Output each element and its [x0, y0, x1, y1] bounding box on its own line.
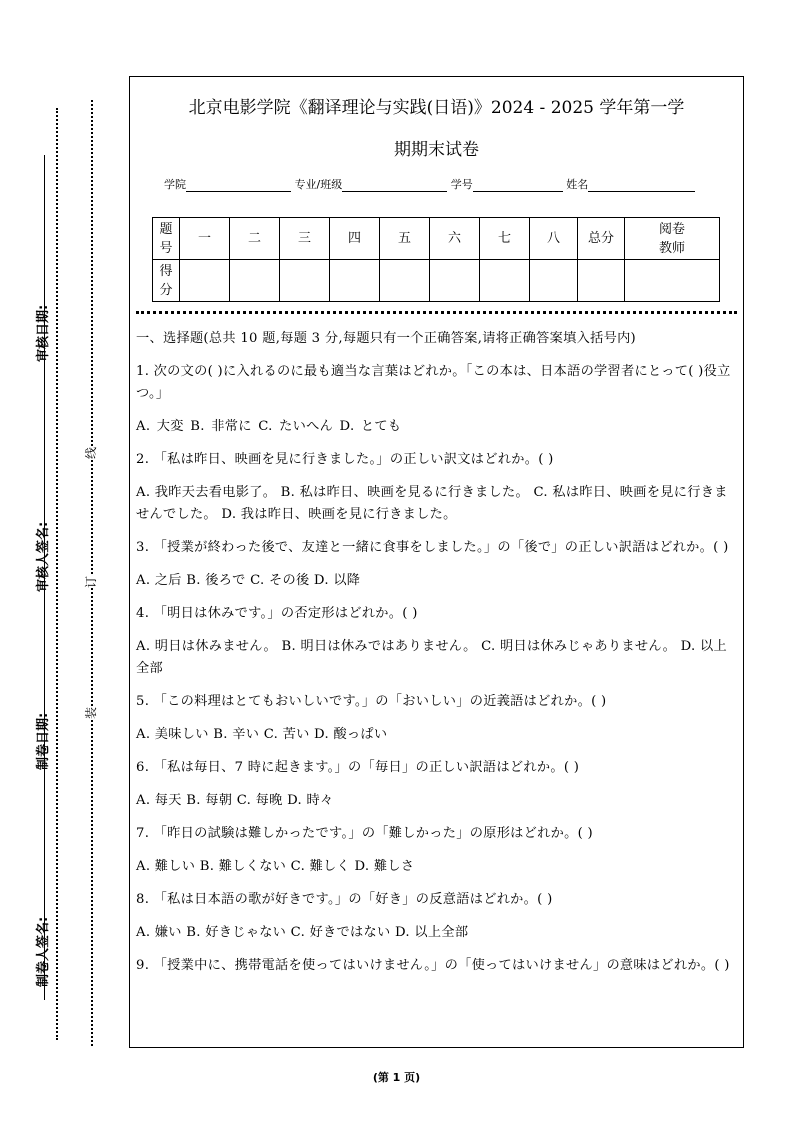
reviewer-sign-label: 审核人签名: [36, 521, 51, 592]
college-label: 学院 [164, 178, 186, 191]
options-1: A. 大変 B. 非常に C. たいへん D. とても [136, 419, 402, 434]
score-cell-grader[interactable] [625, 260, 720, 302]
student-info-line [164, 176, 695, 192]
exam-frame [129, 76, 744, 1048]
score-cell[interactable] [330, 260, 380, 302]
row-label-defen: 得分 [153, 260, 180, 302]
options-4: A. 明日は休みません。 B. 明日は休みではありません。 C. 明日は休みじゃありません。 D. 以上全部 [136, 639, 727, 676]
binding-mark-zhuang: 装 [84, 706, 99, 720]
binding-dotted-line-right [91, 100, 93, 1046]
question-1: 1. 次の文の( )に入れるのに最も適当な言葉はどれか。「この本は、日本語の学習者にとって( )役立つ。」 [136, 364, 731, 401]
question-8: 8. 「私は日本語の歌が好きです。」の「好き」の反意語はどれか。( ) [136, 892, 553, 907]
col-header: 一 [180, 218, 230, 260]
score-table-header-row [153, 218, 720, 260]
score-cell[interactable] [430, 260, 480, 302]
col-header: 二 [230, 218, 280, 260]
col-header: 六 [430, 218, 480, 260]
exam-title-line2: 期期末试卷 [394, 140, 479, 160]
options-8: A. 嫌い B. 好きじゃない C. 好きではない D. 以上全部 [136, 925, 469, 940]
score-cell[interactable] [530, 260, 578, 302]
score-cell[interactable] [180, 260, 230, 302]
options-6: A. 每天 B. 每朝 C. 每晚 D. 時々 [136, 793, 334, 808]
col-header: 四 [330, 218, 380, 260]
major-label: 专业/班级 [294, 178, 343, 191]
options-7: A. 難しい B. 難しくない C. 難しく D. 難しさ [136, 859, 415, 874]
score-cell[interactable] [380, 260, 430, 302]
score-table-score-row [153, 260, 720, 302]
question-6: 6. 「私は毎日、7 時に起きます。」の「毎日」の正しい訳語はどれか。( ) [136, 760, 580, 775]
col-header: 八 [530, 218, 578, 260]
binding-dotted-line-left [56, 108, 58, 1040]
col-header-total: 总分 [578, 218, 625, 260]
question-7: 7. 「昨日の試験は難しかったです。」の「難しかった」の原形はどれか。( ) [136, 826, 593, 841]
maker-sign-label: 制卷人签名: [36, 916, 51, 987]
student-id-blank[interactable] [473, 179, 563, 192]
college-blank[interactable] [186, 179, 291, 192]
review-date-label: 审核日期: [36, 304, 51, 362]
col-header-grader: 阅卷教师 [625, 218, 720, 260]
question-9: 9. 「授業中に、携帯電話を使ってはいけません。」の「使ってはいけません」の意味はどれか。( ) [136, 958, 730, 973]
major-blank[interactable] [342, 179, 447, 192]
section-heading: 一、选择题(总共 10 题,每题 3 分,每题只有一个正确答案,请将正确答案填入括号内) [136, 331, 637, 346]
name-label: 姓名 [566, 178, 589, 191]
options-2: A. 我昨天去看电影了。 B. 私は昨日、映画を見るに行きました。 C. 私は昨日、映画を見に行きませんでした。 D. 我は昨日、映画を見に行きました。 [136, 485, 728, 522]
question-5: 5. 「この料理はとてもおいしいです。」の「おいしい」の近義語はどれか。( ) [136, 694, 607, 709]
score-cell[interactable] [280, 260, 330, 302]
page-number: (第 1 页) [372, 1071, 421, 1084]
score-table [152, 217, 720, 302]
options-3: A. 之后 B. 後ろで C. その後 D. 以降 [136, 573, 361, 588]
binding-mark-ding: 订 [84, 575, 99, 589]
col-header: 七 [480, 218, 530, 260]
score-cell[interactable] [230, 260, 280, 302]
name-blank[interactable] [588, 179, 695, 192]
exam-title-line1: 北京电影学院《翻译理论与实践(日语)》2024 - 2025 学年第一学 [188, 98, 685, 118]
student-id-label: 学号 [450, 178, 473, 191]
binding-margin [0, 0, 125, 1122]
score-cell-total[interactable] [578, 260, 625, 302]
col-header: 三 [280, 218, 330, 260]
question-section [136, 328, 737, 988]
score-cell[interactable] [480, 260, 530, 302]
question-2: 2. 「私は昨日、映画を見に行きました。」の正しい訳文はどれか。( ) [136, 452, 554, 467]
row-label-tihao: 题号 [153, 218, 180, 260]
binding-mark-xian: 线 [84, 446, 99, 460]
question-3: 3. 「授業が終わった後で、友達と一緒に食事をしました。」の「後で」の正しい訳語はどれか。( ) [136, 540, 729, 555]
col-header: 五 [380, 218, 430, 260]
options-5: A. 美味しい B. 辛い C. 苦い D. 酸っぱい [136, 727, 388, 742]
dotted-separator [136, 311, 737, 314]
question-4: 4. 「明日は休みです。」の否定形はどれか。( ) [136, 606, 418, 621]
make-date-label: 制卷日期: [36, 712, 51, 770]
